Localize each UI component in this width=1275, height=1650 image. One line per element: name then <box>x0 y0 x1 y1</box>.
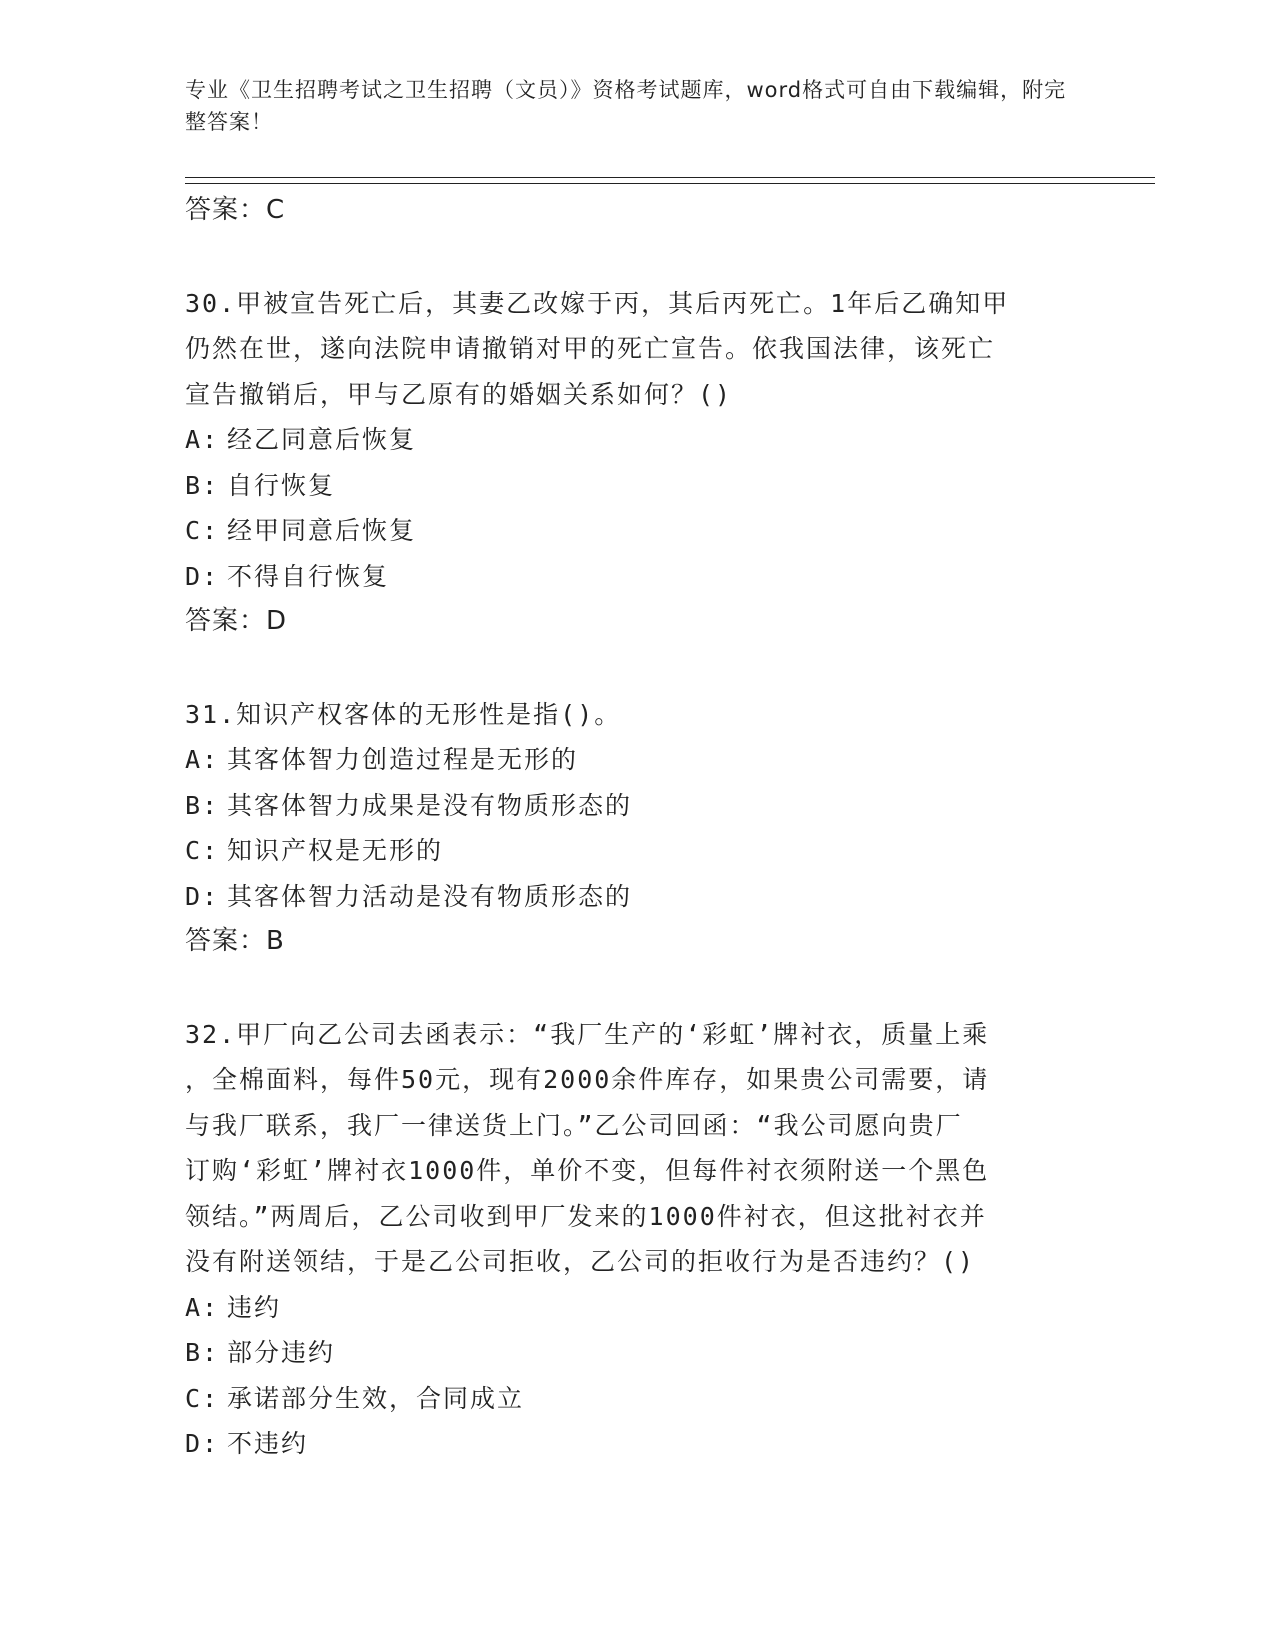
option-a <box>185 737 1085 783</box>
option-letter: A: <box>185 745 220 774</box>
option-text: 其客体智力创造过程是无形的 <box>227 745 579 774</box>
answer-30: 答案：D <box>185 606 288 636</box>
spacer <box>185 234 1085 281</box>
option-c <box>185 1376 1085 1422</box>
question-31-line-1: 31.知识产权客体的无形性是指()。 <box>185 699 622 729</box>
option-a <box>185 1285 1085 1331</box>
option-text: 其客体智力成果是没有物质形态的 <box>227 790 633 820</box>
spacer <box>185 965 1085 1012</box>
option-letter: A: <box>185 425 220 454</box>
option-letter: D: <box>185 881 220 911</box>
option-text: 其客体智力活动是没有物质形态的 <box>227 881 633 911</box>
option-letter: C: <box>185 836 220 865</box>
previous-answer: 答案：C <box>185 195 286 225</box>
option-letter: D: <box>185 1429 220 1458</box>
option-letter: B: <box>185 790 220 820</box>
question-31 <box>185 692 1085 965</box>
option-c <box>185 828 1085 874</box>
option-d <box>185 1421 1085 1467</box>
option-c <box>185 508 1085 554</box>
option-text: 不得自行恢复 <box>227 561 390 591</box>
option-text: 经甲同意后恢复 <box>227 516 417 545</box>
option-d <box>185 554 1085 600</box>
option-text: 自行恢复 <box>227 470 336 500</box>
question-32-line-3: 与我厂联系，我厂一律送货上门。”乙公司回函：“我公司愿向贵厂 <box>185 1110 963 1140</box>
question-content <box>185 188 1085 1467</box>
header-divider <box>185 177 1155 184</box>
question-32-line-2: ，全棉面料，每件50元，现有2000余件库存，如果贵公司需要，请 <box>185 1065 990 1094</box>
option-text: 部分违约 <box>227 1338 336 1367</box>
option-letter: C: <box>185 1383 220 1413</box>
option-a <box>185 417 1085 463</box>
question-32 <box>185 1012 1085 1467</box>
option-letter: D: <box>185 561 220 591</box>
option-text: 经乙同意后恢复 <box>227 425 417 454</box>
option-b <box>185 1330 1085 1376</box>
option-text: 承诺部分生效，合同成立 <box>227 1383 525 1413</box>
question-30 <box>185 281 1085 645</box>
question-32-line-5: 领结。”两周后，乙公司收到甲厂发来的1000件衬衣，但这批衬衣并 <box>185 1201 987 1231</box>
option-b <box>185 463 1085 509</box>
option-letter: B: <box>185 1338 220 1367</box>
question-32-line-4: 订购‘彩虹’牌衬衣1000件，单价不变，但每件衬衣须附送一个黑色 <box>185 1156 990 1185</box>
question-32-line-1: 32.甲厂向乙公司去函表示：“我厂生产的‘彩虹’牌衬衣，质量上乘 <box>185 1019 990 1049</box>
option-text: 违约 <box>227 1292 282 1322</box>
option-text: 知识产权是无形的 <box>227 836 444 865</box>
option-text: 不违约 <box>227 1429 309 1458</box>
question-30-line-2: 仍然在世，遂向法院申请撤销对甲的死亡宣告。依我国法律，该死亡 <box>185 334 996 363</box>
answer-31: 答案：B <box>185 926 285 956</box>
question-32-line-6: 没有附送领结，于是乙公司拒收，乙公司的拒收行为是否违约？() <box>185 1247 976 1276</box>
option-letter: B: <box>185 470 220 500</box>
option-d <box>185 874 1085 920</box>
option-b <box>185 783 1085 829</box>
option-letter: C: <box>185 516 220 545</box>
spacer <box>185 645 1085 692</box>
question-30-line-1: 30.甲被宣告死亡后，其妻乙改嫁于丙，其后丙死亡。1年后乙确知甲 <box>185 288 1010 318</box>
option-letter: A: <box>185 1292 220 1322</box>
question-30-line-3: 宣告撤销后，甲与乙原有的婚姻关系如何？() <box>185 379 733 409</box>
document-header: 专业《卫生招聘考试之卫生招聘（文员）》资格考试题库，word格式可自由下载编辑，附完整答案！ <box>185 78 1067 134</box>
